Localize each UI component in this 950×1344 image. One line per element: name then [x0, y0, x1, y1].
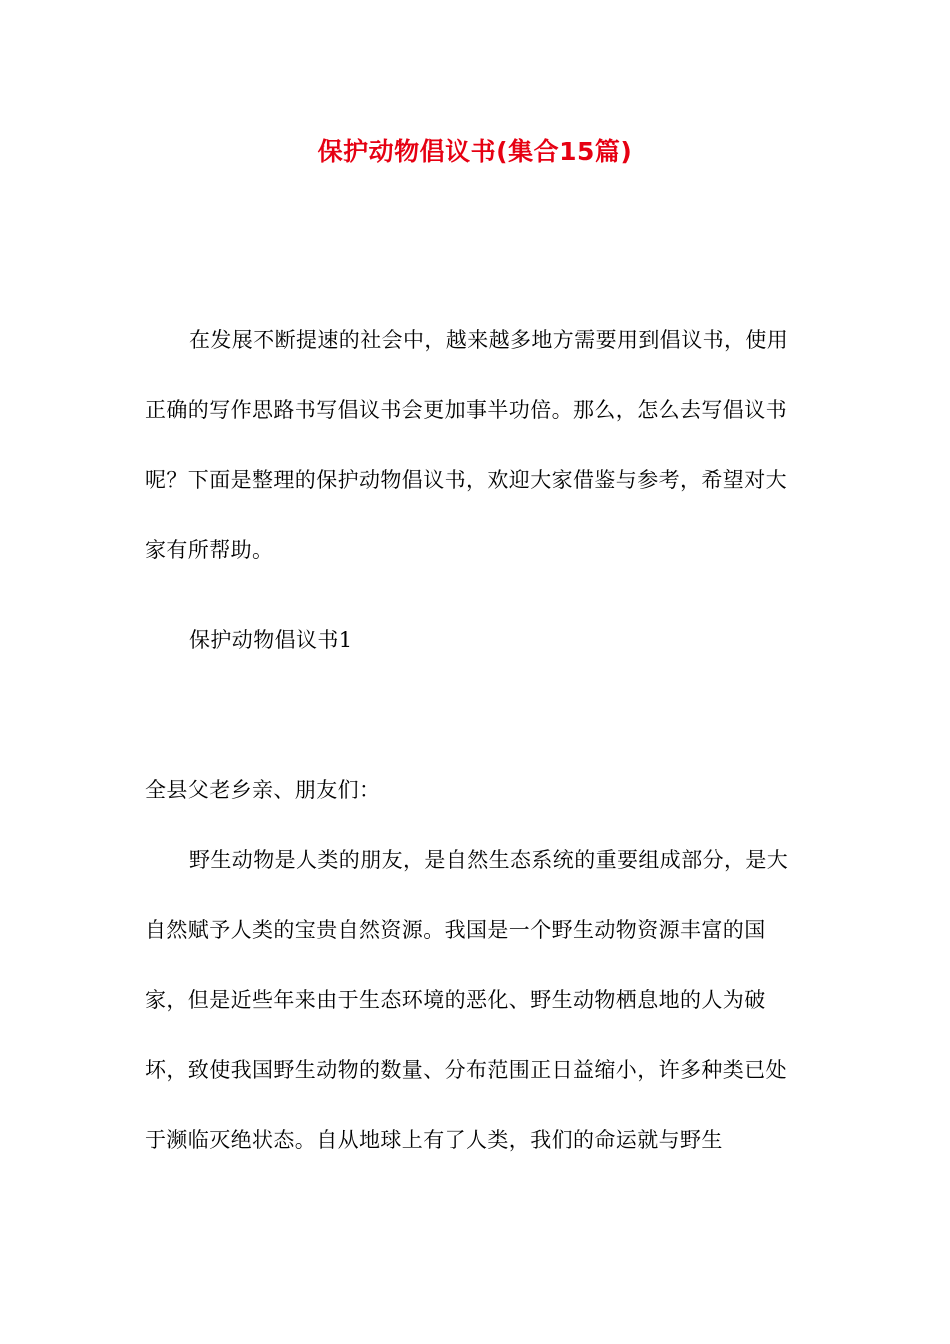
document-title: 保护动物倡议书(集合15篇) [317, 137, 633, 166]
body-paragraph: 野生动物是人类的朋友，是自然生态系统的重要组成部分，是大自然赋予人类的宝贵自然资源。我国是一个野生动物资源丰富的国家，但是近些年来由于生态环境的恶化、野生动物栖息地的人为破坏，致使我国野生动物的数量、分布范围正日益缩小，许多种类已处于濒临灭绝状态。自从地球上有了人类，我们的命运就与野生 [145, 848, 789, 1152]
salutation: 全县父老乡亲、朋友们： [145, 778, 381, 802]
intro-paragraph: 在发展不断提速的社会中，越来越多地方需要用到倡议书，使用正确的写作思路书写倡议书会更加事半功倍。那么，怎么去写倡议书呢？下面是整理的保护动物倡议书，欢迎大家借鉴与参考，希望对大家有所帮助。 [145, 328, 789, 562]
section-heading: 保护动物倡议书1 [189, 628, 353, 652]
